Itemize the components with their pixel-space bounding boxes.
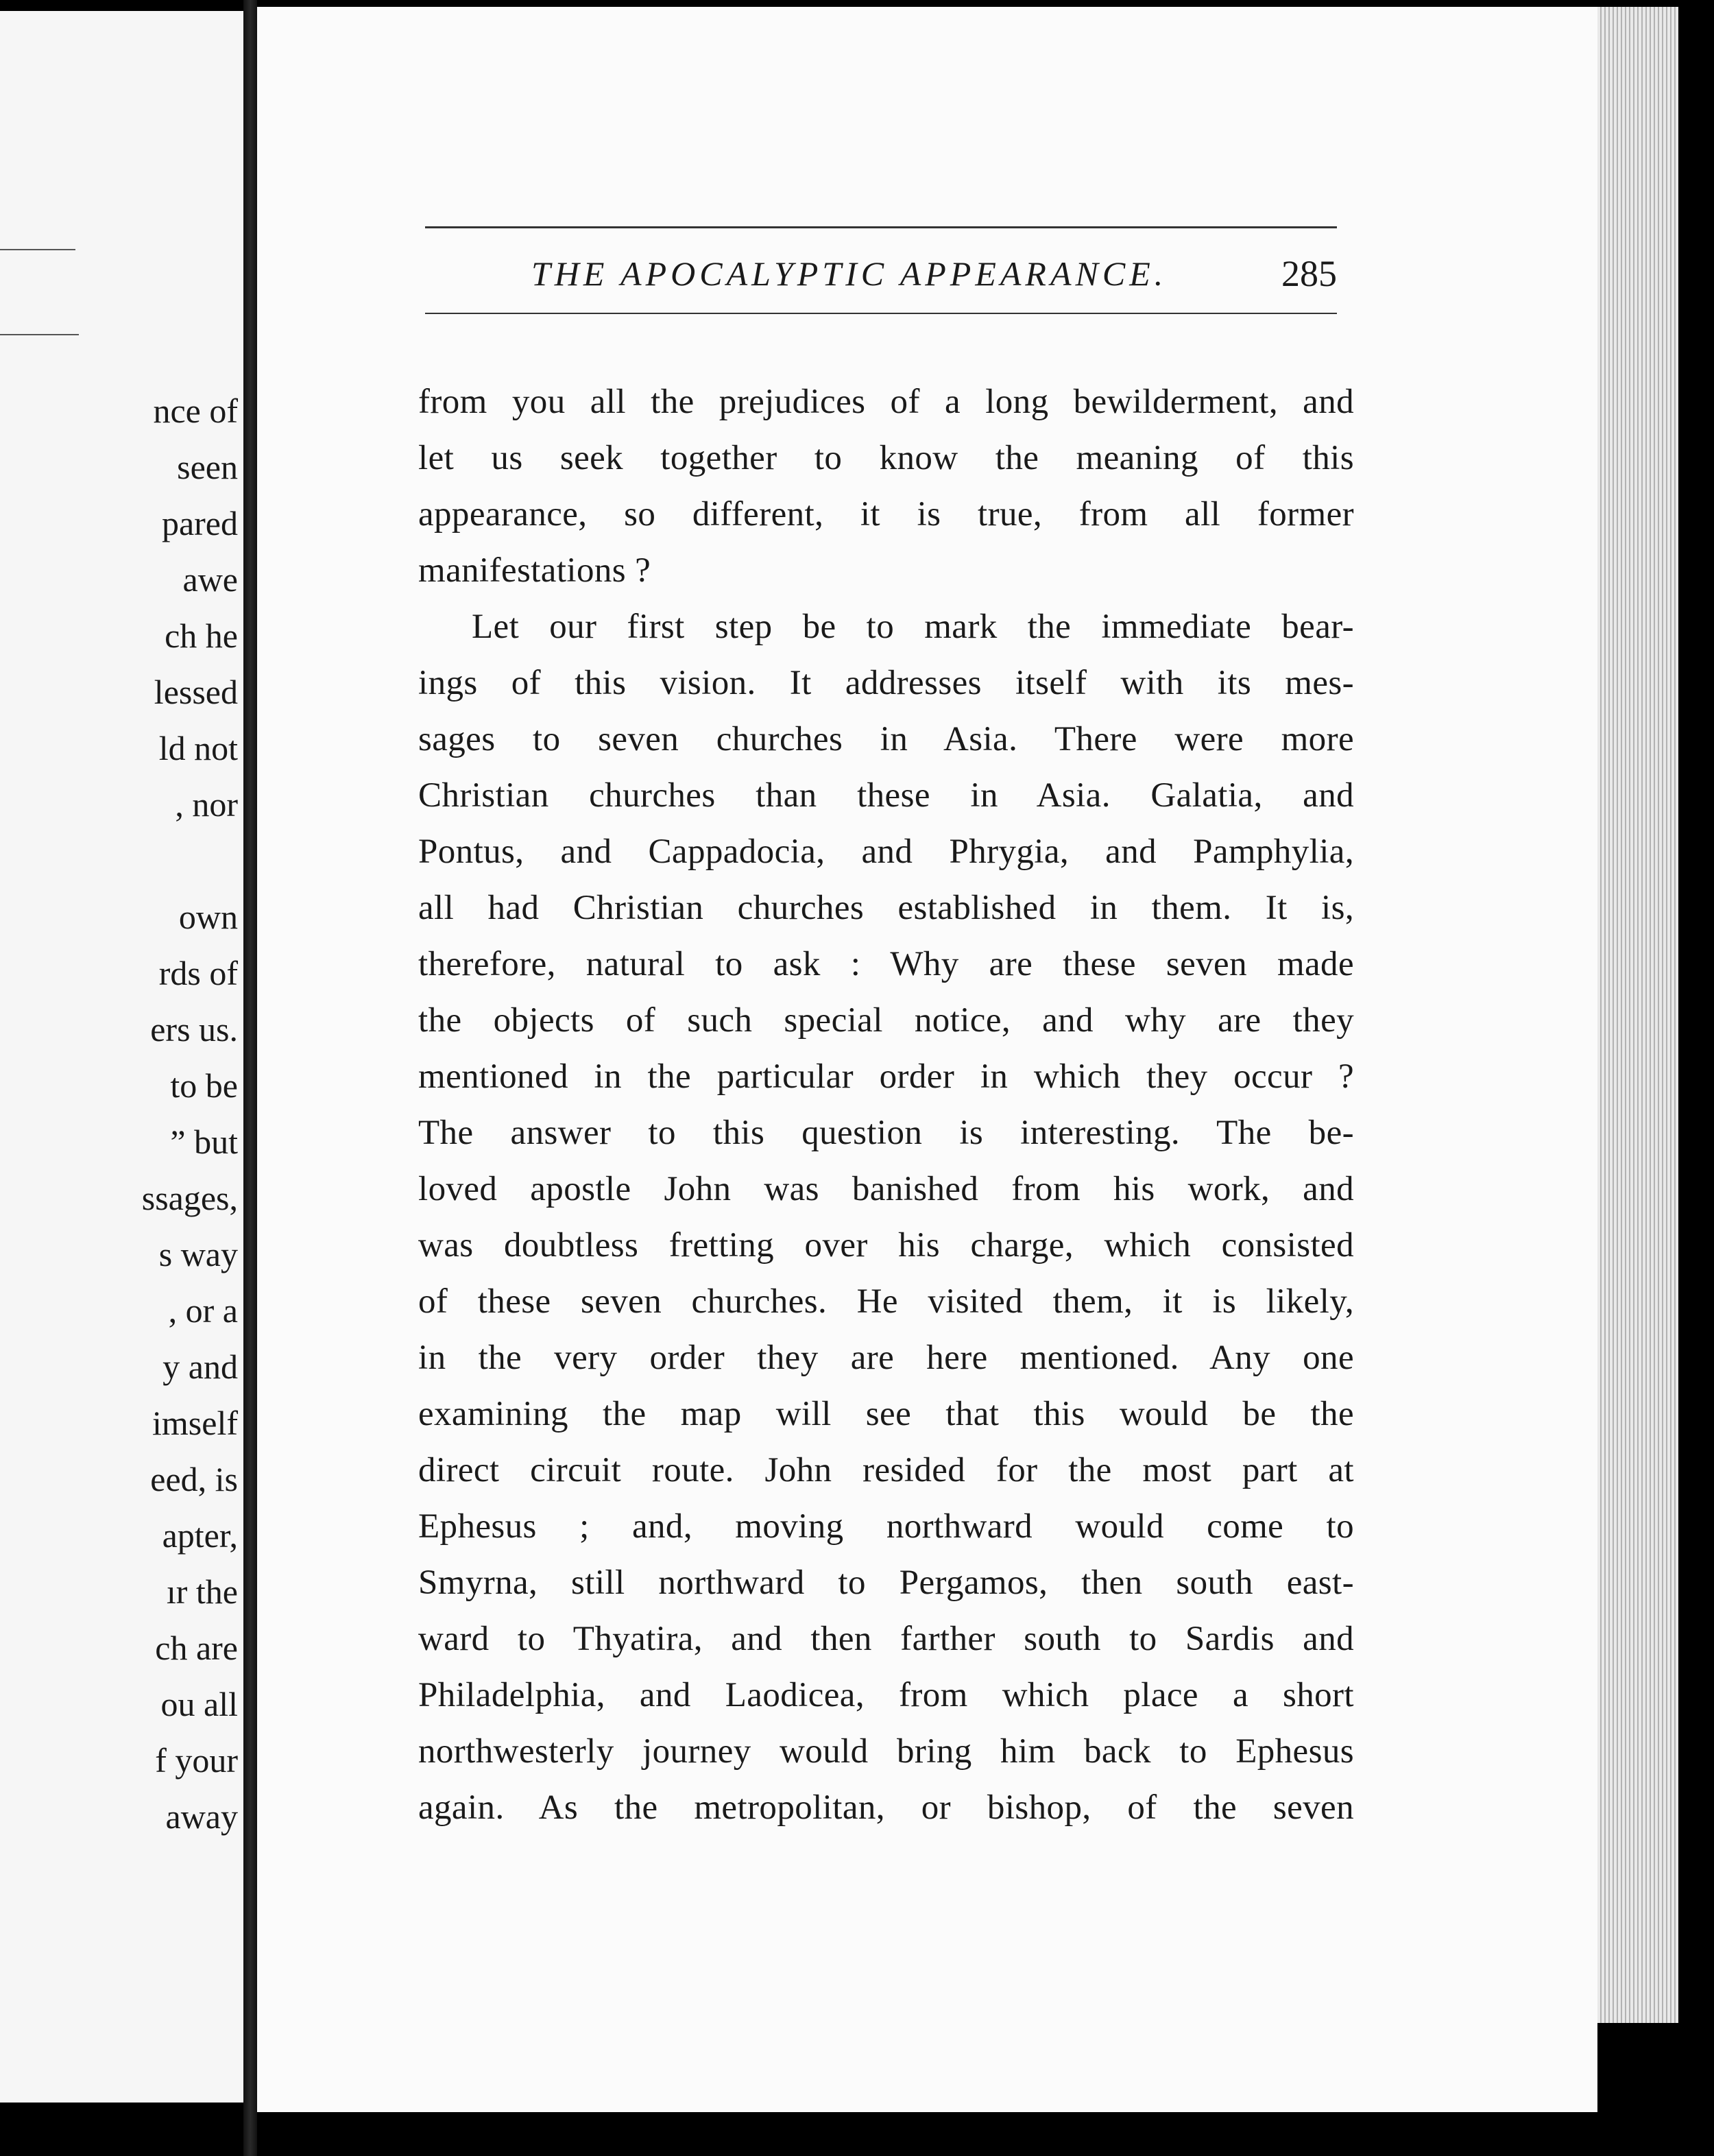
left-page-line: nce of [153, 392, 238, 430]
left-page-line: y and [162, 1348, 238, 1386]
page-number: 285 [1281, 253, 1337, 294]
body-line: ings of this vision. It addresses itself with its mes- [418, 664, 1354, 702]
header-rule-bottom [425, 313, 1337, 314]
body-line: Philadelphia, and Laodicea, from which place a short [418, 1676, 1354, 1714]
body-line: northwesterly journey would bring him back to Ephesus [418, 1732, 1354, 1771]
left-page-line: ou all [160, 1685, 238, 1723]
left-page-line: , or a [168, 1291, 238, 1330]
left-page-line: to be [170, 1066, 238, 1105]
body-line: Christian churches than these in Asia. Galatia, and [418, 776, 1354, 815]
body-line: all had Christian churches established in them. It is, [418, 889, 1354, 927]
left-page-line: eed, is [150, 1460, 238, 1498]
left-page-line: lessed [154, 673, 238, 711]
left-page-line: imself [152, 1404, 238, 1442]
right-page [257, 7, 1597, 2112]
left-page-line: ch are [155, 1629, 238, 1667]
left-page-line: rds of [158, 954, 238, 992]
left-page-rule-bottom [0, 334, 79, 335]
left-page-line: ” but [170, 1123, 238, 1161]
page-edges [1597, 7, 1678, 2023]
running-head [425, 254, 1337, 309]
left-page-line: s way [158, 1235, 238, 1273]
body-line: ward to Thyatira, and then farther south to Sardis and [418, 1620, 1354, 1658]
left-page-line: ır the [166, 1572, 238, 1611]
left-page-line: ld not [158, 729, 238, 767]
left-page-line: own [178, 898, 238, 936]
left-page-line: pared [161, 504, 238, 542]
running-head-title: THE APOCALYPTIC APPEARANCE. [531, 254, 1168, 293]
body-line: of these seven churches. He visited them, it is likely, [418, 1282, 1354, 1321]
left-page-line: seen [177, 448, 238, 486]
body-text [418, 374, 1354, 1836]
body-line: from you all the prejudices of a long bewilderment, and [418, 383, 1354, 421]
body-line: again. As the metropolitan, or bishop, of the seven [418, 1788, 1354, 1827]
body-line: let us seek together to know the meaning of this [418, 439, 1354, 477]
left-page-line: away [165, 1797, 238, 1836]
left-page [0, 11, 243, 2103]
body-line: loved apostle John was banished from his work, and [418, 1170, 1354, 1208]
body-line: mentioned in the particular order in which they occur ? [418, 1057, 1354, 1096]
body-line: in the very order they are here mentioned. Any one [418, 1339, 1354, 1377]
body-line: appearance, so different, it is true, from all former [418, 495, 1354, 534]
left-page-line: awe [182, 560, 238, 599]
left-page-line: , nor [175, 785, 238, 824]
left-page-line: ch he [165, 616, 238, 655]
body-line: The answer to this question is interesting. The be- [418, 1114, 1354, 1152]
left-page-line: ssages, [141, 1179, 238, 1217]
header-rule-top [425, 226, 1337, 228]
body-line: Smyrna, still northward to Pergamos, then south east- [418, 1564, 1354, 1602]
book-gutter [243, 0, 257, 2156]
body-line: sages to seven churches in Asia. There were more [418, 720, 1354, 758]
body-line: direct circuit route. John resided for the most part at [418, 1451, 1354, 1489]
body-line: was doubtless fretting over his charge, which consisted [418, 1226, 1354, 1265]
left-page-line: apter, [162, 1516, 238, 1555]
body-line: Let our first step be to mark the immediate bear- [472, 608, 1354, 646]
left-page-line: f your [155, 1741, 238, 1780]
body-line: the objects of such special notice, and why are they [418, 1001, 1354, 1040]
body-line: examining the map will see that this would be the [418, 1395, 1354, 1433]
body-line: manifestations ? [418, 551, 651, 590]
body-line: Ephesus ; and, moving northward would come to [418, 1507, 1354, 1546]
left-page-rule-top [0, 249, 75, 250]
body-line: Pontus, and Cappadocia, and Phrygia, and Pamphylia, [418, 833, 1354, 871]
left-page-line: ers us. [150, 1010, 238, 1049]
body-line: therefore, natural to ask : Why are these seven made [418, 945, 1354, 983]
